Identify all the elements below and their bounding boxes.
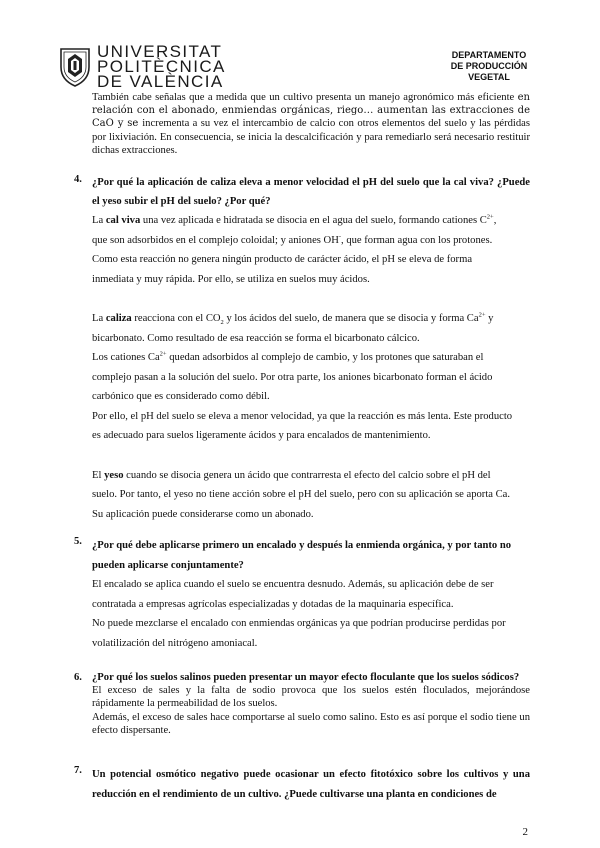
question-7 [74, 765, 530, 804]
answer-paragraph: Los cationes $Ca^{2+}$ quedan adsorbidos al complejo de cambio, y los protones que saturaban el complejo pasan a la solución del suelo. Por otra parte, los aniones bicarbonato forman el ácido carbónico que es considerado como débil. [92, 350, 493, 402]
question-number: 4. [74, 174, 82, 185]
answer-paragraph: La caliza reacciona con el $CO_2$ y los ácidos del suelo, de manera que se disocia y forma $Ca^{2+}$ y bicarbonato. Como resultado de esa reacción se forma el bicarbonato cálcico. [92, 311, 494, 344]
question-heading: ¿Por qué debe aplicarse primero un encalado y después la enmienda orgánica, y por tanto no pueden aplicarse conjuntamente? [92, 540, 512, 571]
question-heading: ¿Por qué la aplicación de caliza eleva a menor velocidad el pH del suelo que la cal viva? ¿Puede el yeso subir el pH del suelo? ¿Por qué? [92, 177, 530, 207]
answer-paragraph: Por ello, el pH del suelo se eleva a menor velocidad, ya que la reacción es más lenta. Este producto es adecuado para suelos ligeramente ácidos y para encalados de mantenimiento. [92, 410, 513, 441]
question-number: 7. [74, 765, 82, 776]
question-heading: Un potencial osmótico negativo puede ocasionar un efecto fitotóxico sobre los cultivos y una reducción en el rendimiento de un cultivo. ¿Puede cultivarse una planta en condiciones de [92, 769, 530, 800]
university-name: UNIVERSITAT POLITÈCNICA DE VALÈNCIA [97, 42, 226, 91]
question-4 [74, 174, 530, 524]
question-heading: ¿Por qué los suelos salinos pueden presentar un mayor efecto floculante que los suelos sódicos? [92, 672, 520, 683]
question-number: 5. [74, 536, 82, 547]
university-crest-icon [58, 47, 92, 87]
university-logo [58, 44, 226, 89]
intro-paragraph: También cabe señalas que a medida que un cultivo presenta un manejo agronómico más eficiente en relación con el abonado, enmiendas orgánicas, riego… aumentan las extracciones de CaO y se incrementa a su vez el intercambio de calcio con otros elementos del suelo y las pérdidas por lixiviación. En consecuencia, se inicia la descalcificación y para remediarlo será necesario restituir dichas extracciones. [92, 92, 530, 156]
department-name: DEPARTAMENTO DE PRODUCCIÓN VEGETAL [450, 50, 528, 82]
answer-paragraph: Además, el exceso de sales hace comportarse al suelo como salino. Esto es así porque el sodio tiene un efecto dispersante. [92, 711, 530, 736]
answer-paragraph: El encalado se aplica cuando el suelo se encuentra desnudo. Además, su aplicación debe de ser contratada a empresas agrícolas especializadas y dotadas de la maquinaria específica. [92, 579, 494, 610]
answer-paragraph: La cal viva una vez aplicada e hidratada se disocia en el agua del suelo, formando cationes $C^{2+}$, que son adsorbidos en el complejo coloidal; y aniones OH-, que forman agua con los protones. [92, 213, 497, 246]
answer-paragraph: Como esta reacción no genera ningún producto de carácter ácido, el pH se eleva de forma inmediata y muy rápida. Por ello, se utiliza en suelos muy ácidos. [92, 254, 473, 285]
page-number: 2 [522, 826, 528, 838]
question-5 [74, 536, 530, 653]
answer-paragraph: El yeso cuando se disocia genera un ácido que contrarresta el efecto del calcio sobre el pH del suelo. Por tanto, el yeso no tiene acción sobre el pH del suelo, pero con su aplicación se aporta Ca. Su aplicación puede considerarse como un abonado. [92, 469, 511, 520]
answer-paragraph: El exceso de sales y la falta de sodio provoca que los suelos estén floculados, mejorándose rápidamente la permeabilidad de los suelos. [92, 685, 530, 710]
answer-paragraph: No puede mezclarse el encalado con enmiendas orgánicas ya que podrían producirse perdidas por volatilización del nitrógeno amoniacal. [92, 618, 506, 649]
question-number: 6. [74, 672, 82, 683]
question-6 [74, 671, 530, 737]
